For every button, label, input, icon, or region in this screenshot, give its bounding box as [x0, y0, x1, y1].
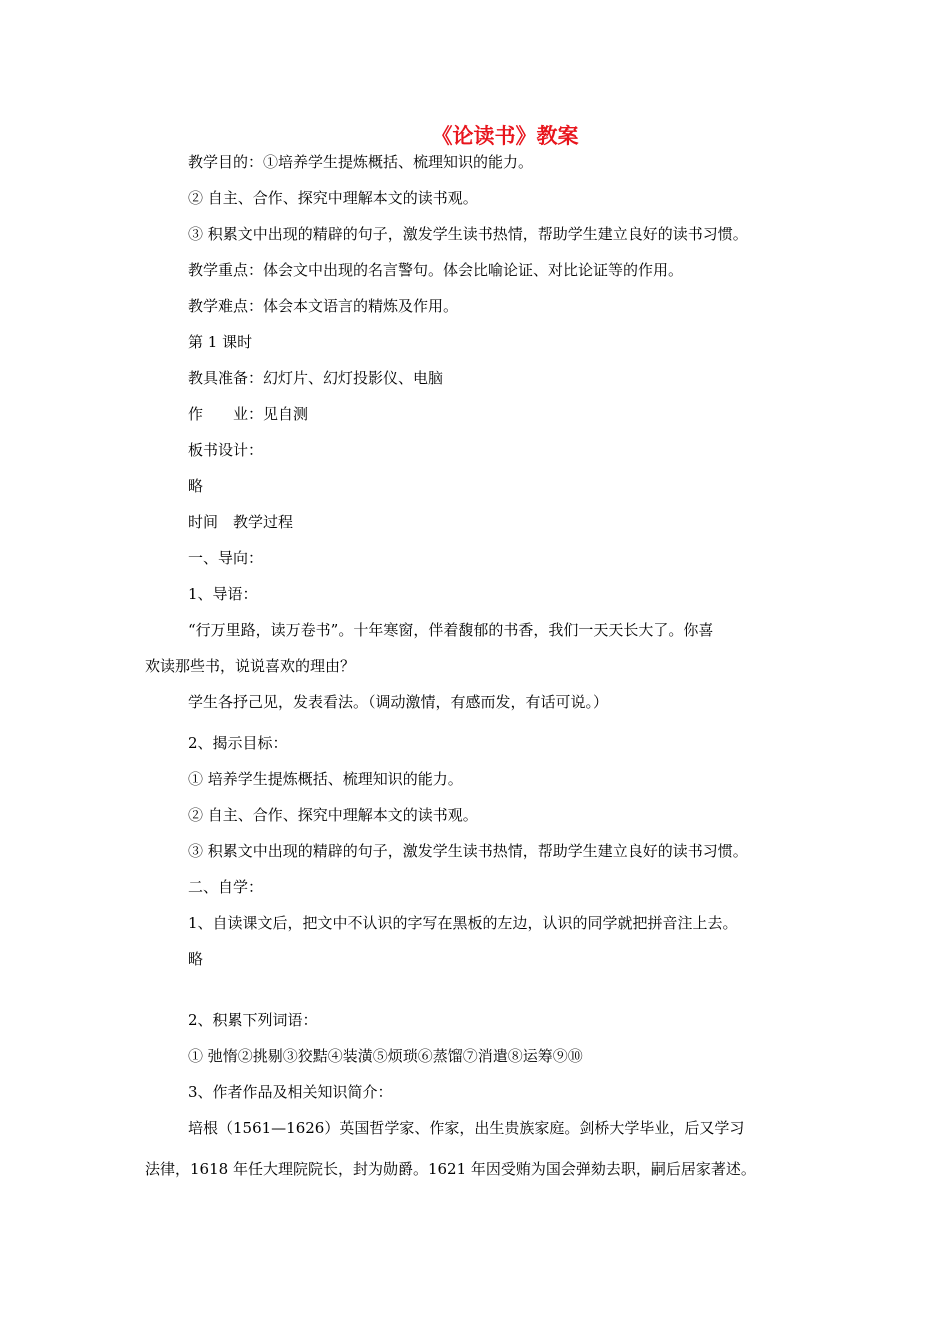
teaching-objective-line: 教学目的：①培养学生提炼概括、梳理知识的能力。 — [188, 153, 534, 171]
author-paragraph-line-1: 培根（1561—1626）英国哲学家、作家，出生贵族家庭。剑桥大学毕业，后又学习 — [188, 1119, 745, 1137]
goal-3-line: ③ 积累文中出现的精辟的句子，激发学生读书热情，帮助学生建立良好的读书习惯。 — [188, 842, 748, 860]
vocabulary-list: ① 弛惰②挑剔③狡黠④装潢⑤烦琐⑥蒸馏⑦消遣⑧运筹⑨⑩ — [188, 1047, 583, 1065]
intro-paragraph-line-2: 欢读那些书，说说喜欢的理由？ — [145, 657, 356, 675]
omitted-line-2: 略 — [188, 950, 204, 968]
homework-line: 作 业：见自测 — [188, 405, 309, 423]
teaching-focus-line: 教学重点：体会文中出现的名言警句。体会比喻论证、对比论证等的作用。 — [188, 261, 684, 279]
section-1-heading: 一、导向： — [188, 549, 264, 567]
intro-paragraph-line-1: “行万里路，读万卷书”。十年寒窗，伴着馥郁的书香，我们一天天长大了。你喜 — [188, 621, 714, 639]
lesson-number-line: 第 1 课时 — [188, 333, 253, 351]
self-reading-line: 1、自读课文后，把文中不认识的字写在黑板的左边，认识的同学就把拼音注上去。 — [188, 914, 738, 932]
omitted-line: 略 — [188, 477, 204, 495]
objective-3-line: ③ 积累文中出现的精辟的句子，激发学生读书热情，帮助学生建立良好的读书习惯。 — [188, 225, 748, 243]
intro-heading: 1、导语： — [188, 585, 258, 603]
teaching-aids-line: 教具准备：幻灯片、幻灯投影仪、电脑 — [188, 369, 444, 387]
goal-1-line: ① 培养学生提炼概括、梳理知识的能力。 — [188, 770, 463, 788]
goal-2-line: ② 自主、合作、探究中理解本文的读书观。 — [188, 806, 478, 824]
author-heading: 3、作者作品及相关知识简介： — [188, 1083, 393, 1101]
teaching-difficulty-line: 教学难点：体会本文语言的精炼及作用。 — [188, 297, 459, 315]
author-paragraph-line-2: 法律，1618 年任大理院院长，封为勋爵。1621 年因受贿为国会弹劾去职，嗣后居家著述。 — [145, 1160, 756, 1178]
document-title: 《论读书》教案 — [431, 124, 579, 148]
section-2-heading: 二、自学： — [188, 878, 264, 896]
blackboard-design-line: 板书设计： — [188, 441, 264, 459]
vocabulary-heading: 2、积累下列词语： — [188, 1011, 318, 1029]
students-discussion-line: 学生各抒己见，发表看法。（调动激情，有感而发，有话可说。） — [188, 693, 609, 711]
objective-2-line: ② 自主、合作、探究中理解本文的读书观。 — [188, 189, 478, 207]
process-header-line: 时间 教学过程 — [188, 513, 294, 531]
reveal-objectives-heading: 2、揭示目标： — [188, 734, 288, 752]
